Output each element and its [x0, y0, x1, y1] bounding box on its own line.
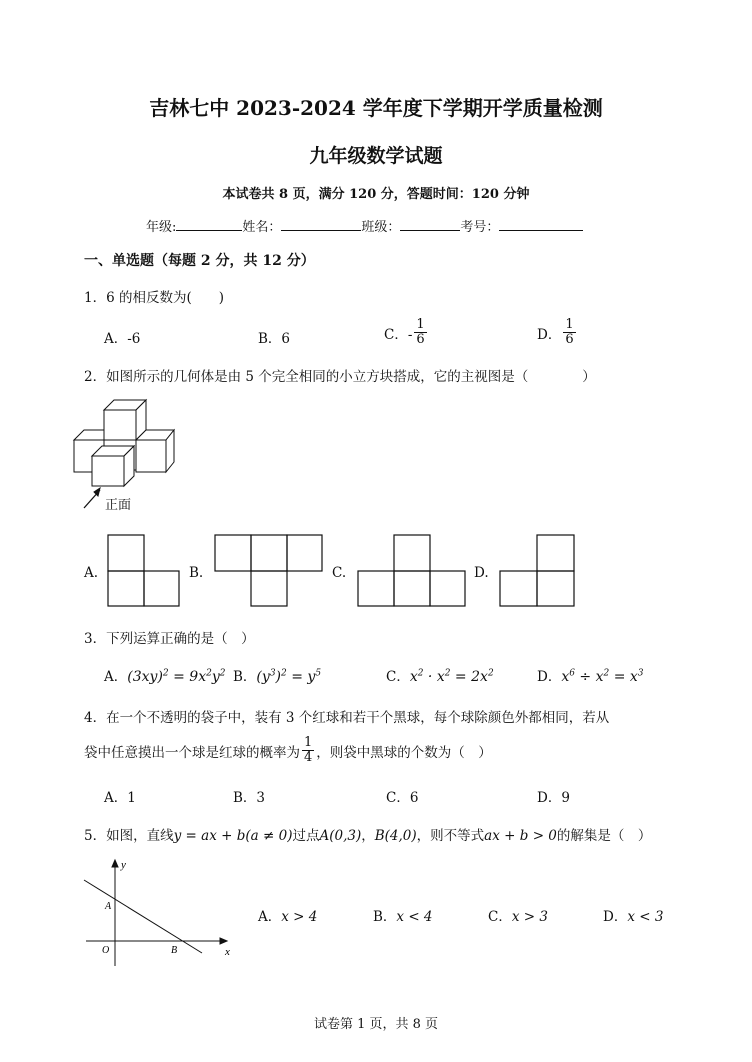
fraction-denominator: 6 [565, 332, 574, 348]
q2-option-a-figure[interactable] [107, 534, 181, 608]
grade-blank[interactable] [176, 216, 242, 231]
q3-option-b-expr: $(y^3)^2 = y^5$ [256, 668, 322, 685]
q5-stem-mid2: ， [361, 828, 375, 844]
student-fields [146, 216, 583, 235]
q4-option-d[interactable]: D．9 [537, 790, 570, 806]
q1-option-c[interactable] [384, 318, 429, 348]
q3-option-d-label: D． [537, 669, 562, 685]
page-footer: 试卷第 1 页，共 8 页 [313, 1017, 439, 1032]
q3-option-a-label: A． [104, 669, 128, 685]
q5-option-b-label: B． [373, 909, 397, 925]
q5-inequality-expr: ax + b > 0 [484, 828, 557, 844]
q2-option-d-label[interactable]: D. [474, 565, 489, 581]
q4-option-c[interactable]: C．6 [386, 790, 419, 806]
q5-option-d-value: x < 3 [627, 909, 664, 925]
grade-label: 年级: [146, 220, 177, 235]
q4-line2 [84, 736, 492, 766]
q5-stem-pre: 5．如图，直线 [84, 828, 174, 844]
q5-stem [84, 824, 651, 844]
q5-option-a-label: A． [258, 909, 282, 925]
q2-option-b-label[interactable]: B. [189, 565, 204, 581]
q3-option-d[interactable] [537, 665, 644, 685]
q5-option-c-label: C． [488, 909, 512, 925]
q1-stem: 1．6 的相反数为( ) [84, 290, 225, 306]
name-blank[interactable] [281, 216, 361, 231]
q5-point-b-expr: B(4,0) [374, 828, 417, 844]
q5-option-c[interactable] [488, 905, 548, 925]
q1-option-d-fraction [563, 318, 575, 348]
q5-option-a[interactable] [258, 905, 317, 925]
q5-stem-post: 的解集是（ ） [556, 828, 652, 844]
q1-option-a[interactable]: A．-6 [104, 331, 141, 347]
section-heading: 一、单选题（每题 2 分，共 12 分） [84, 253, 315, 269]
exam-title: 吉林七中 2023-2024 学年度下学期开学质量检测 [149, 96, 603, 120]
exam-subtitle: 九年级数学试题 [309, 145, 443, 167]
exam-info: 本试卷共 8 页，满分 120 分，答题时间：120 分钟 [222, 187, 530, 202]
q2-option-c-figure[interactable] [357, 534, 467, 608]
q4-option-a[interactable]: A．1 [104, 790, 136, 806]
q1-option-b[interactable]: B．6 [258, 331, 291, 347]
q3-option-d-expr: $x^6 \div x^2 = x^3$ [561, 668, 644, 685]
fraction-denominator: 6 [416, 332, 425, 348]
q3-stem: 3．下列运算正确的是（ ） [84, 631, 255, 647]
q5-point-a-expr: A(0,3) [319, 828, 362, 844]
q5-option-b-value: x < 4 [396, 909, 433, 925]
q1-option-d-label: D． [537, 326, 562, 343]
q5-option-b[interactable] [373, 905, 433, 925]
q2-stem: 2．如图所示的几何体是由 5 个完全相同的小立方块搭成，它的主视图是（ ） [84, 369, 596, 385]
q2-option-c-label[interactable]: C. [332, 565, 347, 581]
q4-line2-end: ，则袋中黑球的个数为（ ） [316, 744, 492, 761]
q4-line2-start: 袋中任意摸出一个球是红球的概率为 [84, 744, 300, 761]
q3-option-c[interactable] [386, 665, 494, 685]
class-blank[interactable] [400, 216, 460, 231]
point-a-label: A [105, 901, 112, 912]
q3-option-c-expr: $x^2 \cdot x^2 = 2x^2$ [409, 668, 494, 685]
q5-option-d[interactable] [603, 905, 663, 925]
q3-option-a[interactable] [104, 665, 225, 685]
point-b-label: B [171, 945, 178, 956]
front-view-label: 正面 [105, 498, 132, 513]
name-label: 姓名： [242, 220, 282, 235]
q5-option-d-label: D． [603, 909, 628, 925]
q1-option-c-fraction [414, 318, 426, 348]
q4-option-b[interactable]: B．3 [233, 790, 266, 806]
class-label: 班级： [361, 220, 401, 235]
origin-label: O [102, 945, 110, 956]
q1-option-c-label: C．- [384, 326, 413, 343]
q3-option-b-label: B． [233, 669, 257, 685]
q5-line-expr: y = ax + b(a ≠ 0) [173, 828, 293, 844]
q3-option-c-label: C． [386, 669, 410, 685]
axis-x-label: x [225, 946, 230, 958]
q5-graph [82, 856, 242, 971]
q3-option-b[interactable] [233, 665, 321, 685]
exam-no-blank[interactable] [499, 216, 583, 231]
axis-y-label: y [121, 859, 126, 871]
q5-option-a-value: x > 4 [281, 909, 318, 925]
fraction-denominator: 4 [304, 750, 313, 766]
q4-fraction [302, 736, 314, 766]
q2-option-b-figure[interactable] [214, 534, 324, 608]
q5-stem-mid1: 过点 [292, 828, 320, 844]
fraction-numerator: 1 [416, 317, 425, 332]
fraction-numerator: 1 [565, 317, 574, 332]
q5-option-c-value: x > 3 [511, 909, 548, 925]
q2-option-a-label[interactable]: A. [84, 565, 99, 581]
q4-line1: 4．在一个不透明的袋子中，装有 3 个红球和若干个黑球，每个球除颜色外都相同，若从 [84, 710, 610, 726]
exam-no-label: 考号： [460, 220, 500, 235]
q3-option-a-expr: $(3xy)^2 = 9x^2y^2$ [127, 668, 226, 685]
q2-option-d-figure[interactable] [499, 534, 577, 608]
q1-option-d[interactable] [537, 318, 578, 348]
q5-stem-mid3: ，则不等式 [416, 828, 485, 844]
fraction-numerator: 1 [304, 735, 313, 750]
